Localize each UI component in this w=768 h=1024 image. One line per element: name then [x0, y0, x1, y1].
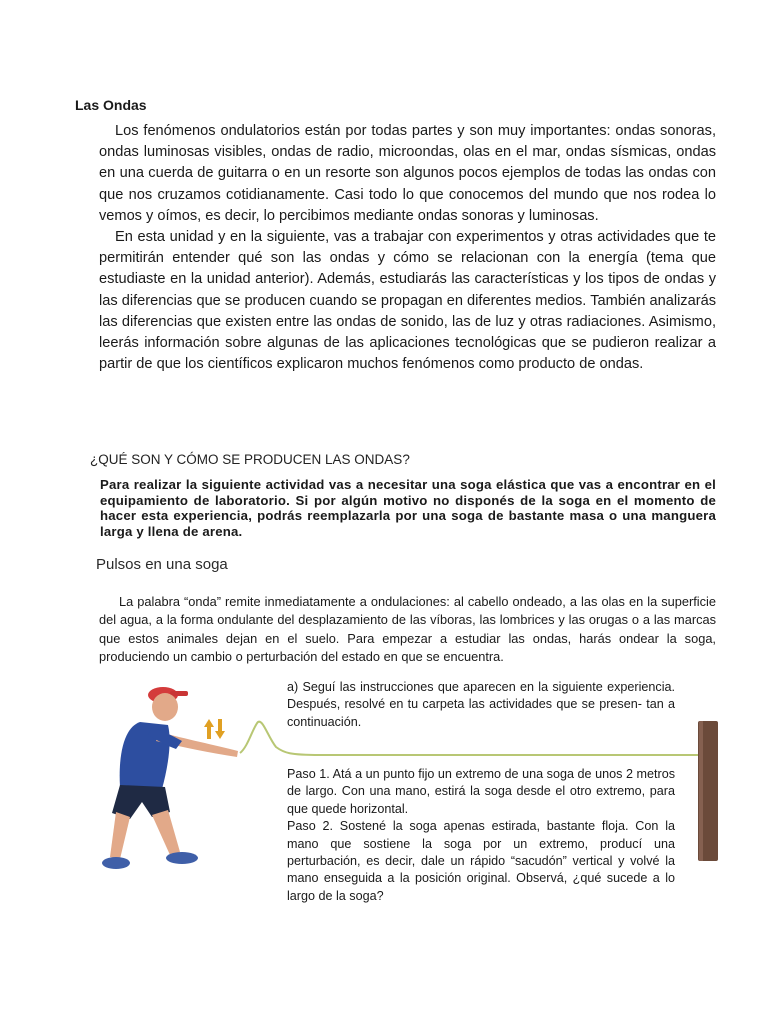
intro-paragraph-1: Los fenómenos ondulatorios están por todas partes y son muy importantes: ondas sonoras, ondas luminosas visibles, ondas de radio, microondas, olas en el mar, ondas sísmicas, ondas en una cuerda de guitarra o en un resorte son algunos pocos ejemplos de todas las ondas con que nos cruzamos cotidianamente. Casi todo lo que conocemos del mundo que nos rodea lo vemos y oímos, es decir, lo percibimos mediante ondas sonoras y luminosas. [99, 123, 716, 224]
subheading: Pulsos en una soga [96, 556, 228, 573]
page-title: Las Ondas [75, 97, 147, 113]
man-holding-rope [102, 687, 238, 869]
activity-note: Para realizar la siguiente actividad vas a necesitar una soga elástica que vas a encontrar en el equipamiento de laboratorio. Si por algún motivo no disponés de la soga en el momento de hacer esta experiencia, podrás reemplazarla por una soga de bastante masa o una manguera larga y llena de arena. [100, 477, 716, 539]
section-heading: ¿QUÉ SON Y CÓMO SE PRODUCEN LAS ONDAS? [90, 452, 410, 467]
body-paragraph: La palabra “onda” remite inmediatamente a ondulaciones: al cabello ondeado, a las olas en la superficie del agua, a la forma ondulante del desplazamiento de las víboras, las lombrices y las orugas o a las marcas que estos animales dejan en el suelo. Para empezar a estudiar las ondas, harás ondear la soga, produciendo un cambio o perturbación del estado en que se encuentra. [99, 594, 716, 665]
body-text [99, 593, 716, 667]
instruction-a [287, 679, 675, 731]
step-a-text: a) Seguí las instrucciones que aparecen en la siguiente experiencia. Después, resolvé en tu carpeta las actividades que se presen- tan a continuación. [287, 680, 675, 729]
steps-block [287, 766, 675, 905]
paso-1-text: Paso 1. Atá a un punto fijo un extremo de una soga de unos 2 metros de largo. Con una mano, estirá la soga desde el otro extremo, para que quede horizontal. [287, 767, 675, 816]
paso-2-text: Paso 2. Sostené la soga apenas estirada, bastante floja. Con la mano que sostiene la soga por un extremo, producí una perturbación, es decir, dale un rápido “sacudón” vertical y volvé la mano enseguida a la posición original. Observá, ¿qué sucede a lo largo de la soga? [287, 819, 675, 903]
up-down-arrows-icon [204, 719, 225, 739]
intro-text [99, 121, 716, 375]
intro-paragraph-2: En esta unidad y en la siguiente, vas a trabajar con experimentos y otras actividades que te permitirán entender qué son las ondas y cómo se relacionan con la energía (tema que estudiaste en la unidad anterior). Además, estudiarás las características y los tipos de ondas y las diferencias que se producen cuando se propagan en diferentes medios. También analizarás las diferencias que existen entre las ondas de sonido, las de luz y otras radiaciones. Asimismo, leerás información sobre algunas de las aplicaciones tecnológicas que se pudieron realizar a partir de que los científicos explicaron muchos fenómenos como producto de ondas. [99, 229, 716, 373]
